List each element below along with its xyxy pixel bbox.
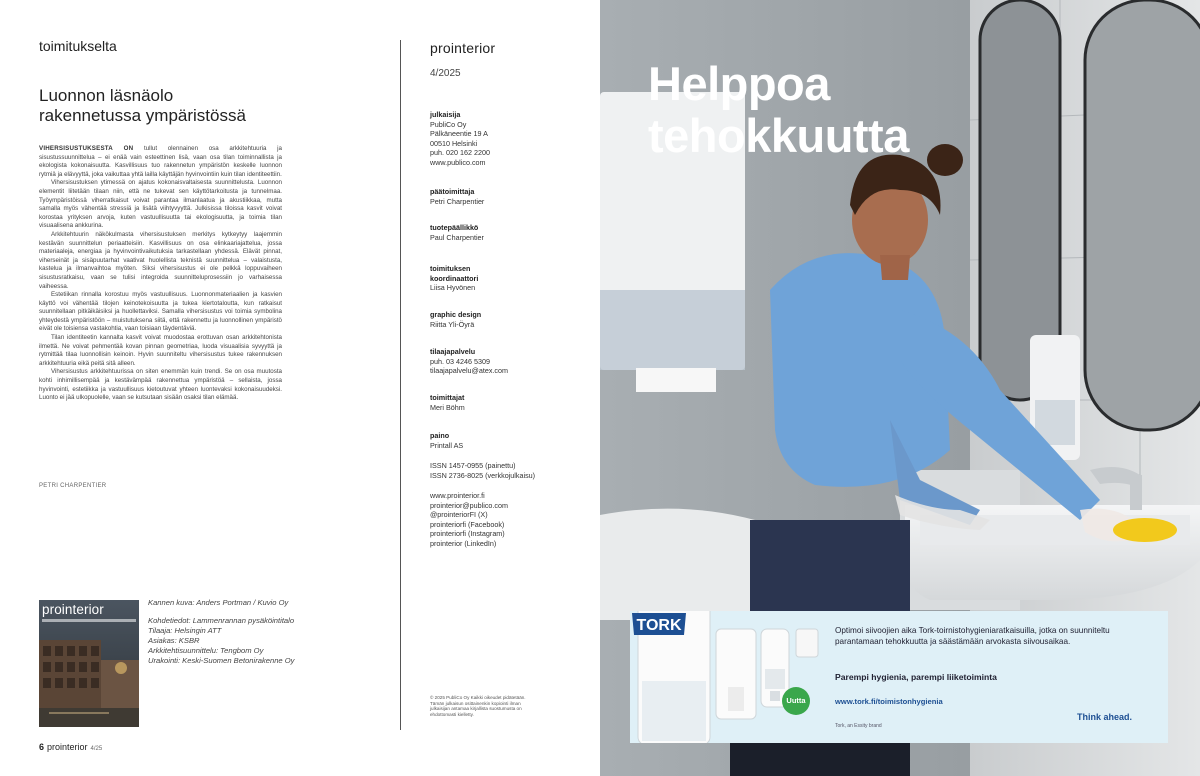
masthead-link[interactable]: prointeriorfi (Facebook) (430, 519, 505, 529)
masthead-heading: toimittajat (430, 393, 465, 402)
ad-url-link[interactable]: www.tork.fi/toimistonhygienia (835, 697, 943, 706)
tork-logo-text: TORK (636, 617, 682, 634)
masthead-line: Meri Böhm (430, 402, 465, 412)
tork-tagline: Think ahead. (1077, 712, 1133, 722)
ad-body-text: Optimoi siivoojien aika Tork-toirnistohygieniaratkaisuilla, jotka on suunniteltu parantamaan tehokkuutta ja säästämään arvokasta siivousaikaa. (835, 626, 1110, 646)
masthead-email[interactable]: tilaajapalvelu@atex.com (430, 366, 509, 376)
credit-line: Arkkitehtisuunnittelu: Tengbom Oy (148, 646, 264, 655)
headline-line-2: rakennetussa ympäristössä (39, 106, 246, 125)
cover-credits (148, 598, 388, 666)
cover-subtitle-strip (42, 619, 136, 622)
masthead-heading: päätoimittaja (430, 187, 475, 196)
copyright-notice: © 2025 PubliCo Oy Kaikki oikeudet pidätetään. Tämän julkaisun osittainenkin kopiointi ilman julkaisijan antamaa kirjallista suostumusta on ehdottomasti kielletty. (430, 695, 526, 717)
masthead-link[interactable]: prointeriorfi (Instagram) (430, 529, 505, 539)
masthead-line: Petri Charpentier (430, 196, 485, 206)
credit-line: Kohdetiedot: Lammenrannan pysäköintitalo (148, 616, 295, 625)
credit-line: Asiakas: KSBR (148, 636, 200, 645)
body-paragraph-1 (39, 145, 282, 179)
masthead-coordinator (430, 264, 520, 293)
credit-photo: Kannen kuva: Anders Portman / Kuvio Oy (148, 598, 289, 607)
masthead-issn (430, 461, 580, 480)
masthead-line: Printall AS (430, 440, 464, 450)
masthead-line: Paul Charpentier (430, 232, 484, 242)
masthead-heading: toimituksen koordinaattori (430, 264, 479, 283)
page-number: 6 (39, 742, 45, 752)
section-label: toimitukselta (39, 38, 117, 54)
headline-line-1: Luonnon läsnäolo (39, 86, 174, 105)
masthead-subscriptions (430, 347, 580, 376)
masthead-line: Riitta Yli-Öyrä (430, 319, 475, 329)
ad-headline-line-1: Helppoa (648, 57, 830, 110)
page-folio (39, 742, 102, 752)
ad-slogan: Parempi hygienia, parempi liiketoiminta (835, 672, 997, 682)
body-paragraph-1-text: tullut olennainen osa arkkitehtuuria ja sisustussuunnittelua – ei enää vain esteettinen lisä, vaan osa tilan toiminnallista ja ekologista kokonaisuutta. Kasvillisuus tuo rakennetun ympäristön keskelle luonnon rytmiä ja elävyyttä, joka vaikuttaa yhtä lailla käyttäjän hyvinvointiin kuin tilan identiteettiin. (39, 145, 282, 178)
masthead-editor-in-chief (430, 187, 580, 206)
masthead-line: Liisa Hyvönen (430, 283, 476, 293)
masthead-line: PubliCo Oy (430, 119, 467, 129)
masthead-link[interactable]: www.prointerior.fi (430, 491, 485, 500)
masthead-publisher (430, 110, 580, 168)
editorial-body (39, 145, 282, 403)
cover-title: prointerior (42, 602, 104, 617)
ad-brand-line: Tork, an Essity brand (835, 723, 882, 729)
masthead-line: puh. 020 162 2200 (430, 148, 490, 158)
body-paragraph-6: Vihersisustus arkkitehtuurissa on siten enemmän kuin trendi. Se on osa muutosta kohti inhimillisempää ja kestävämpää rakennettua ympäristöä – sellaista, jossa hyvinvointi, estetiikka ja vastuullisuus kietoutuvat yhteen luontevaksi kokonaisuudeksi. Luonto ei jää ulkopuolelle, vaan se kutsutaan sisään osaksi tilan elämää. (39, 368, 282, 402)
cover-thumbnail (39, 600, 139, 727)
masthead-link[interactable]: @prointeriorFI (X) (430, 510, 488, 520)
tork-logo (630, 611, 688, 637)
masthead-link[interactable]: prointerior (LinkedIn) (430, 538, 497, 548)
masthead-link[interactable]: prointerior@publico.com (430, 500, 509, 510)
folio-brand: prointerior (47, 742, 88, 752)
column-divider (400, 40, 401, 730)
ad-headline-line-2: tehokkuutta (648, 109, 909, 162)
masthead-heading: tilaajapalvelu (430, 347, 476, 356)
author-signature: PETRI CHARPENTIER (39, 483, 107, 489)
masthead-heading: julkaisija (430, 110, 461, 119)
advertisement-page (600, 0, 1200, 776)
body-paragraph-2: Vihersisustuksen ytimessä on ajatus kokonaisvaltaisesta suunnittelusta. Luonnon elementit liitetään tilaan niin, että ne tukevat sen käyttötarkoitusta ja tunnelmaa. Työympäristöissä viherratkaisut voivat parantaa ilmanlaatua ja akustiikkaa, mutta samalla myös vähentää stressiä ja lisätä viihtyvyyttä. Julkisissa tiloissa kasvit voivat korostaa yrityksen arvoja, kuten vastuullisuutta tai ekologisuutta, ja toimia tilan visuaalisena ankkurina. (39, 179, 282, 230)
credit-line: Urakointi: Keski-Suomen Betonirakenne Oy (148, 656, 295, 665)
masthead-heading: graphic design (430, 310, 482, 319)
masthead-heading: paino (430, 431, 450, 440)
masthead-printer (430, 431, 580, 450)
masthead-issue: 4/2025 (430, 68, 461, 79)
masthead-line: ISSN 2736-8025 (verkkojulkaisu) (430, 470, 536, 480)
editorial-headline (39, 86, 359, 126)
masthead-line: ISSN 1457-0955 (painettu) (430, 461, 516, 470)
body-paragraph-3: Arkkitehtuurin näkökulmasta vihersisustuksen merkitys kytkeytyy laajemmin kestävän suunnittelun periaatteisiin. Kasvillisuus on osa elinkaariajattelua, jossa materiaaleja, energiaa ja hyvinvointivaikutuksia tarkastellaan yhdessä. Elävät pinnat, viherseinät ja sisäpuutarhat vaativat huolellista teknistä suunnittelua – valaistusta, kastelua ja ilmanvaihtoa myöten. Siksi vihersisustus ei ole pelkkä loppuvaiheen sisustusratkaisu, vaan se tulisi integroida suunnitteluprosessiin jo varhaisessa vaiheessa. (39, 230, 282, 290)
masthead-contacts (430, 491, 580, 549)
masthead-product-manager (430, 223, 580, 242)
masthead-graphic-design (430, 310, 580, 329)
new-badge: Uutta (782, 687, 810, 715)
masthead-line: Pälkäneentie 19 A (430, 129, 488, 139)
masthead-journalists (430, 393, 580, 412)
credit-line: Tilaaja: Helsingin ATT (148, 626, 222, 635)
ad-info-panel (630, 611, 1168, 743)
credit-spacer (148, 608, 388, 616)
masthead-header (430, 40, 580, 79)
masthead-line: 00510 Helsinki (430, 138, 478, 148)
masthead-brand: prointerior (430, 40, 496, 56)
ad-headline (648, 58, 909, 162)
body-paragraph-4: Estetiikan rinnalla korostuu myös vastuullisuus. Luonnonmateriaalien ja kasvien käyttö voi vähentää tilojen keinotekoisuutta ja tukea kiertotaloutta, kun ratkaisut suunnitellaan pitkäikäisiksi ja huollettaviksi. Samalla vihersisustus voi toimia symbolina yhteydestä ympäristöön – muistutuksena siitä, että rakennettu ja luonnollinen ympäristö eivät ole toisiensa vastakohtia, vaan toisiaan täydentäviä. (39, 291, 282, 333)
masthead-link[interactable]: www.publico.com (430, 157, 486, 167)
masthead-heading: tuotepäällikkö (430, 223, 479, 232)
lead-caps: VIHERSISUSTUKSESTA ON (39, 145, 134, 152)
body-paragraph-5: Tilan identiteetin kannalta kasvit voivat muodostaa erottuvan osan arkkitehtonista ilmettä. Ne voivat pehmentää kovan pinnan geometriaa, luoda visuaalisia syvyyttä ja rytmittää tilaa luonnollisin keinoin. Hyvin suunniteltu vihersisustus tukee rakennuksen arkkitehtuuria eikä peitä sitä alleen. (39, 334, 282, 367)
masthead-line: puh. 03 4246 5309 (430, 356, 490, 366)
folio-issue: 4/25 (90, 746, 103, 752)
